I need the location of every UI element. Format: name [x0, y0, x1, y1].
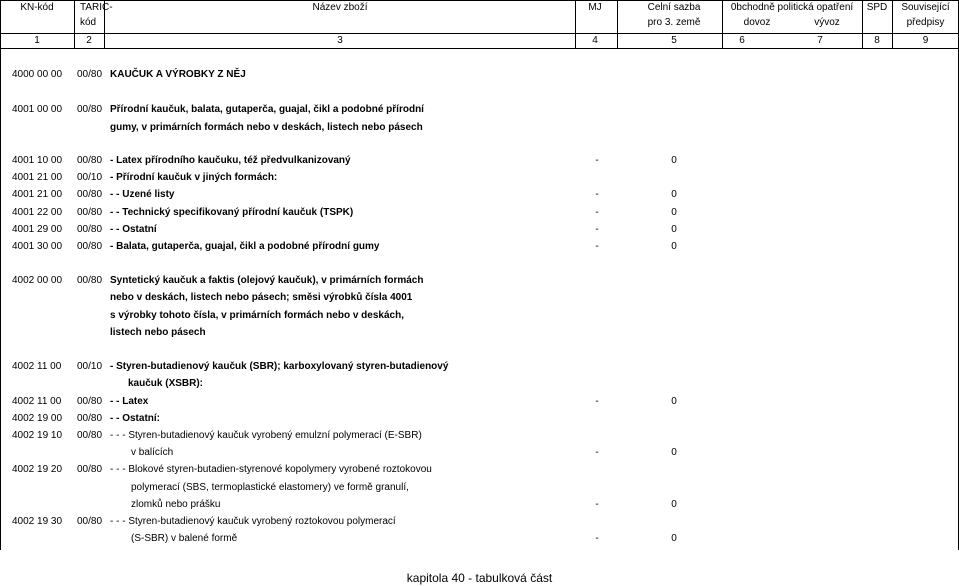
- unit: -: [595, 189, 599, 200]
- header-export: vývoz: [814, 17, 840, 28]
- goods-description: - - Technický specifikovaný přírodní kaučuk (TSPK): [110, 207, 354, 218]
- goods-description: - - Ostatní:: [110, 413, 160, 424]
- kn-code: 4001 22 00: [12, 207, 63, 218]
- page-footer: kapitola 40 - tabulková část: [406, 571, 553, 585]
- table-row: [0, 119, 959, 136]
- unit: -: [595, 241, 599, 252]
- header-code: kód: [80, 17, 97, 28]
- goods-description: - Styren-butadienový kaučuk (SBR); karboxylovaný styren-butadienový: [110, 361, 449, 372]
- unit: -: [595, 396, 599, 407]
- kn-code: 4001 21 00: [12, 172, 63, 183]
- table-row: [0, 358, 959, 375]
- table-row: [0, 479, 959, 496]
- taric-code: 00/80: [77, 224, 103, 235]
- kn-code: 4001 10 00: [12, 155, 63, 166]
- table-row: [0, 461, 959, 478]
- header-import: dovoz: [743, 17, 771, 28]
- taric-code: 00/80: [77, 275, 103, 286]
- goods-description: - Přírodní kaučuk v jiných formách:: [110, 172, 278, 183]
- table-row: [0, 238, 959, 255]
- kn-code: 4002 19 10: [12, 430, 63, 441]
- duty-rate: 0: [671, 447, 677, 458]
- duty-rate: 0: [671, 189, 677, 200]
- header-divider: [862, 0, 863, 48]
- unit: -: [595, 447, 599, 458]
- taric-code: 00/80: [77, 464, 103, 475]
- taric-code: 00/80: [77, 189, 103, 200]
- duty-rate: 0: [671, 224, 677, 235]
- taric-code: 00/80: [77, 396, 103, 407]
- duty-rate: 0: [671, 241, 677, 252]
- unit: -: [595, 155, 599, 166]
- header-spd: SPD: [866, 2, 888, 13]
- kn-code: 4001 29 00: [12, 224, 63, 235]
- header-divider: [722, 0, 723, 48]
- col-number-5: 5: [671, 35, 677, 46]
- table-row: [0, 444, 959, 461]
- header-row-numbers: [0, 33, 959, 49]
- kn-code: 4002 11 00: [12, 396, 62, 407]
- table-row: [0, 186, 959, 203]
- table-row: [0, 410, 959, 427]
- goods-description: - - Latex: [110, 396, 149, 407]
- goods-description: - - Ostatní: [110, 224, 157, 235]
- kn-code: 4002 19 30: [12, 516, 63, 527]
- kn-code: 4001 21 00: [12, 189, 63, 200]
- col-number-1: 1: [34, 35, 40, 46]
- table-row: [0, 393, 959, 410]
- header-related: Související: [901, 2, 950, 13]
- kn-code: 4002 19 00: [12, 413, 63, 424]
- col-number-4: 4: [592, 35, 598, 46]
- header-taric: TARIC-: [80, 2, 113, 13]
- goods-description: listech nebo pásech: [110, 327, 206, 338]
- taric-code: 00/10: [77, 361, 103, 372]
- col-number-9: 9: [922, 35, 929, 46]
- table-row: [0, 307, 959, 324]
- goods-description: kaučuk (XSBR):: [128, 378, 204, 389]
- header-duty-rate: Celní sazba: [647, 2, 701, 13]
- header-unit: MJ: [588, 2, 602, 13]
- duty-rate: 0: [671, 155, 677, 166]
- table-row: [0, 169, 959, 186]
- goods-description: zlomků nebo prášku: [131, 499, 221, 510]
- table-row: [0, 289, 959, 306]
- unit: -: [595, 224, 599, 235]
- header-divider: [575, 0, 576, 48]
- unit: -: [595, 207, 599, 218]
- taric-code: 00/80: [77, 241, 103, 252]
- goods-description: - Latex přírodního kaučuku, též předvulkanizovaný: [110, 155, 351, 166]
- table-row: [0, 513, 959, 530]
- header-kn-code: KN-kód: [20, 2, 54, 13]
- table-row: [0, 324, 959, 341]
- col-number-6: 6: [739, 35, 745, 46]
- goods-description: - - - Blokové styren-butadien-styrenové kopolymery vyrobené roztokovou: [110, 464, 432, 475]
- col-number-7: 7: [817, 35, 823, 46]
- goods-description: polymerací (SBS, termoplastické elastomery) ve formě granulí,: [131, 482, 409, 493]
- duty-rate: 0: [671, 533, 677, 544]
- kn-code: 4002 11 00: [12, 361, 62, 372]
- goods-description: nebo v deskách, listech nebo pásech; směsi výrobků čísla 4001: [110, 292, 413, 303]
- duty-rate: 0: [671, 499, 677, 510]
- table-row: [0, 221, 959, 238]
- taric-code: 00/10: [77, 172, 103, 183]
- table-row: [0, 66, 959, 83]
- table-row: [0, 272, 959, 289]
- goods-description: s výrobky tohoto čísla, v primárních formách nebo v deskách,: [110, 310, 404, 321]
- goods-description: - - - Styren-butadienový kaučuk vyrobený roztokovou polymerací: [110, 516, 396, 527]
- taric-code: 00/80: [77, 104, 103, 115]
- header-bottom-rule: [0, 48, 959, 49]
- duty-rate: 0: [671, 396, 677, 407]
- goods-description: Syntetický kaučuk a faktis (olejový kaučuk), v primárních formách: [110, 275, 424, 286]
- col-number-3: 3: [337, 35, 343, 46]
- table-row: [0, 427, 959, 444]
- goods-description: - Balata, gutaperča, guajal, čikl a podobné přírodní gumy: [110, 241, 380, 252]
- col-number-8: 8: [874, 35, 880, 46]
- header-goods-name: Název zboží: [312, 2, 368, 13]
- goods-description: - - Uzené listy: [110, 189, 175, 200]
- taric-code: 00/80: [77, 413, 103, 424]
- goods-description: - - - Styren-butadienový kaučuk vyrobený emulzní polymerací (E-SBR): [110, 430, 422, 441]
- header-divider: [104, 0, 105, 48]
- goods-description: KAUČUK A VÝROBKY Z NĚJ: [110, 69, 246, 80]
- header-third-country: pro 3. země: [647, 17, 701, 28]
- goods-description: Přírodní kaučuk, balata, gutaperča, guajal, čikl a podobné přírodní: [110, 104, 424, 115]
- kn-code: 4000 00 00: [12, 69, 63, 80]
- table-row: [0, 101, 959, 118]
- col-number-2: 2: [86, 35, 92, 46]
- taric-code: 00/80: [77, 155, 103, 166]
- table-row: [0, 375, 959, 392]
- duty-rate: 0: [671, 207, 677, 218]
- taric-code: 00/80: [77, 69, 103, 80]
- table-row: [0, 496, 959, 513]
- taric-code: 00/80: [77, 430, 103, 441]
- header-divider: [74, 0, 75, 48]
- table-row: [0, 204, 959, 221]
- goods-description: (S-SBR) v balené formě: [131, 533, 238, 544]
- kn-code: 4002 00 00: [12, 275, 63, 286]
- header-row-subtitles: [0, 16, 959, 31]
- header-divider: [892, 0, 893, 48]
- header-trade-policy: 0bchodně politická opatření: [730, 2, 854, 13]
- kn-code: 4001 30 00: [12, 241, 63, 252]
- header-regulations: předpisy: [906, 17, 945, 28]
- unit: -: [595, 533, 599, 544]
- taric-code: 00/80: [77, 516, 103, 527]
- kn-code: 4002 19 20: [12, 464, 63, 475]
- table-row: [0, 530, 959, 547]
- header-row-titles: [0, 0, 959, 16]
- goods-description: v balících: [131, 447, 174, 458]
- table-row: [0, 152, 959, 169]
- kn-code: 4001 00 00: [12, 104, 63, 115]
- unit: -: [595, 499, 599, 510]
- taric-code: 00/80: [77, 207, 103, 218]
- goods-description: gumy, v primárních formách nebo v deskách, listech nebo pásech: [110, 122, 423, 133]
- header-divider: [617, 0, 618, 48]
